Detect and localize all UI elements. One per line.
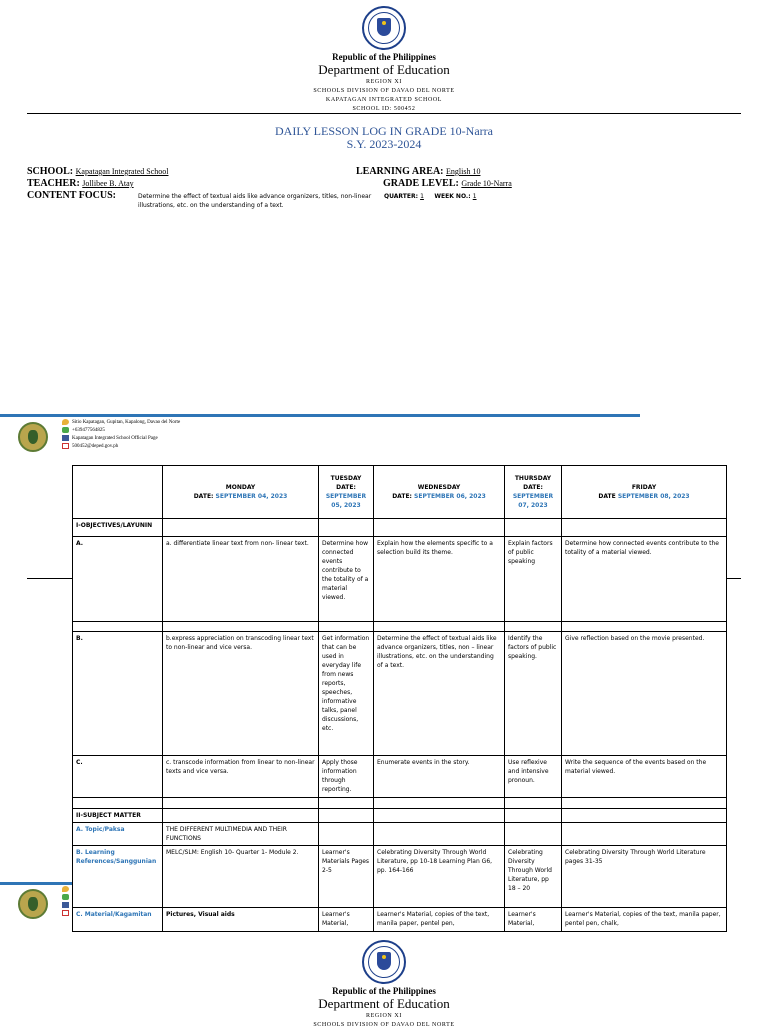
table-row: [73, 756, 727, 798]
spacer-row: [73, 622, 727, 632]
cell: c. transcode information from linear to non-linear texts and vice versa.: [163, 756, 319, 798]
phone-icon: [62, 427, 69, 433]
row-label: A. Topic/Paksa: [73, 823, 163, 846]
wednesday-header: WEDNESDAY DATE: SEPTEMBER 06, 2023: [374, 466, 505, 519]
table-row: [73, 846, 727, 908]
facebook-icon: [62, 902, 69, 908]
cell: b.express appreciation on transcoding linear text to non-linear and vice versa.: [163, 632, 319, 756]
table-row: [73, 632, 727, 756]
deped-seal-icon-2: [362, 940, 406, 984]
spacer-row: [73, 798, 727, 809]
location-icon: [62, 419, 69, 425]
cell: a. differentiate linear text from non- linear text.: [163, 537, 319, 622]
cell: Celebrating Diversity Through World Literature pages 31-35: [562, 846, 727, 908]
footer-icons-2: [62, 886, 72, 919]
cell: MELC/SLM: English 10- Quarter 1- Module 2.: [163, 846, 319, 908]
lesson-log-table: [72, 465, 727, 932]
location-icon: [62, 886, 69, 892]
department-text-2: Department of Education: [318, 996, 450, 1011]
region-text-2: REGION XI: [366, 1013, 402, 1019]
cell: Write the sequence of the events based on the material viewed.: [562, 756, 727, 798]
objectives-row: [73, 519, 727, 537]
division-text: SCHOOLS DIVISION OF DAVAO DEL NORTE: [313, 88, 455, 94]
learning-area-info: LEARNING AREA: English 10: [356, 166, 481, 177]
header-divider: [27, 113, 741, 114]
cell: Determine the effect of textual aids like advance organizers, titles, non – linear illustrations, etc. on the understanding of a text.: [374, 632, 505, 756]
letterhead-2: [0, 940, 768, 1030]
cell: Learner's Material,: [319, 908, 374, 932]
school-id-text: SCHOOL ID: 500452: [352, 106, 416, 112]
content-focus-label: CONTENT FOCUS:: [27, 190, 116, 201]
table-header-row: [73, 466, 727, 519]
cell: Learner's Materials Pages 2-5: [319, 846, 374, 908]
row-label: C. Material/Kagamitan: [73, 908, 163, 932]
cell: Celebrating Diversity Through World Literature, pp 18 – 20: [505, 846, 562, 908]
row-label: A.: [73, 537, 163, 622]
row-label: B.: [73, 632, 163, 756]
email-icon: [62, 443, 69, 449]
cell: Identify the factors of public speaking.: [505, 632, 562, 756]
subject-matter-row: [73, 809, 727, 823]
facebook-icon: [62, 435, 69, 441]
department-text: Department of Education: [318, 62, 450, 77]
side-line-left: [27, 578, 73, 579]
cell: THE DIFFERENT MULTIMEDIA AND THEIR FUNCTIONS: [163, 823, 319, 846]
cell: Determine how connected events contribute to the totality of a material viewed.: [319, 537, 374, 622]
school-logo-icon: [18, 422, 48, 452]
cell: Learner's Material,: [505, 908, 562, 932]
cell: Get information that can be used in everyday life from news reports, speeches, informative talks, panel discussions, etc.: [319, 632, 374, 756]
republic-text-2: Republic of the Philippines: [332, 986, 436, 996]
row-label: B. Learning References/Sanggunian: [73, 846, 163, 908]
deped-seal-icon: [362, 6, 406, 50]
cell: Explain factors of public speaking: [505, 537, 562, 622]
letterhead: [0, 6, 768, 114]
table-row: [73, 908, 727, 932]
cell: Pictures, Visual aids: [163, 908, 319, 932]
row-label: C.: [73, 756, 163, 798]
table-row: [73, 537, 727, 622]
phone-icon: [62, 894, 69, 900]
cell: Celebrating Diversity Through World Literature, pp 10-18 Learning Plan G6, pp. 164-166: [374, 846, 505, 908]
school-year: S.Y. 2023-2024: [346, 137, 422, 151]
cell: Explain how the elements specific to a selection build its theme.: [374, 537, 505, 622]
tuesday-header: TUESDAY DATE: SEPTEMBER 05, 2023: [319, 466, 374, 519]
corner-cell: [73, 466, 163, 519]
page-title: DAILY LESSON LOG IN GRADE 10-Narra: [275, 124, 493, 138]
cell: Determine how connected events contribute to the totality of a material viewed.: [562, 537, 727, 622]
email-icon: [62, 910, 69, 916]
grade-level-info: GRADE LEVEL: Grade 10-Narra: [383, 178, 512, 189]
republic-text: Republic of the Philippines: [332, 52, 436, 62]
friday-header: FRIDAY DATE SEPTEMBER 08, 2023: [562, 466, 727, 519]
school-logo-icon-2: [18, 889, 48, 919]
objectives-label: I-OBJECTIVES/LAYUNIN: [73, 519, 163, 537]
cell: Learner's Material, copies of the text, manila paper, pentel pen, chalk,: [562, 908, 727, 932]
monday-header: MONDAY DATE: SEPTEMBER 04, 2023: [163, 466, 319, 519]
cell: Give reflection based on the movie presented.: [562, 632, 727, 756]
thursday-header: THURSDAY DATE: SEPTEMBER 07, 2023: [505, 466, 562, 519]
cell: Apply those information through reporting.: [319, 756, 374, 798]
footer-contact: Sitio Kapatagan, Gupitan, Kapalong, Davao del Norte +639477564825 Kapatagan Integrated School Official Page 500452@deped.gov.ph: [62, 419, 180, 452]
side-line-right: [726, 578, 741, 579]
cell: Learner's Material, copies of the text, manila paper, pentel pen,: [374, 908, 505, 932]
footer-bar-2: [0, 882, 72, 885]
subject-matter-label: II-SUBJECT MATTER: [73, 809, 163, 823]
quarter-week-info: QUARTER: 1 WEEK NO.: 1: [384, 193, 477, 200]
cell: Use reflexive and intensive pronoun.: [505, 756, 562, 798]
cell: Enumerate events in the story.: [374, 756, 505, 798]
table-row: [73, 823, 727, 846]
division-text-2: SCHOOLS DIVISION OF DAVAO DEL NORTE: [313, 1022, 455, 1028]
region-text: REGION XI: [366, 79, 402, 85]
footer-bar: [0, 414, 640, 417]
school-text: KAPATAGAN INTEGRATED SCHOOL: [325, 97, 443, 103]
content-focus-value: Determine the effect of textual aids like advance organizers, titles, non-linear illustrations, etc. on the understanding of a text.: [138, 193, 372, 209]
school-info: SCHOOL: Kapatagan Integrated School: [27, 166, 169, 177]
teacher-info: TEACHER: Jollibee B. Atay: [27, 178, 134, 189]
